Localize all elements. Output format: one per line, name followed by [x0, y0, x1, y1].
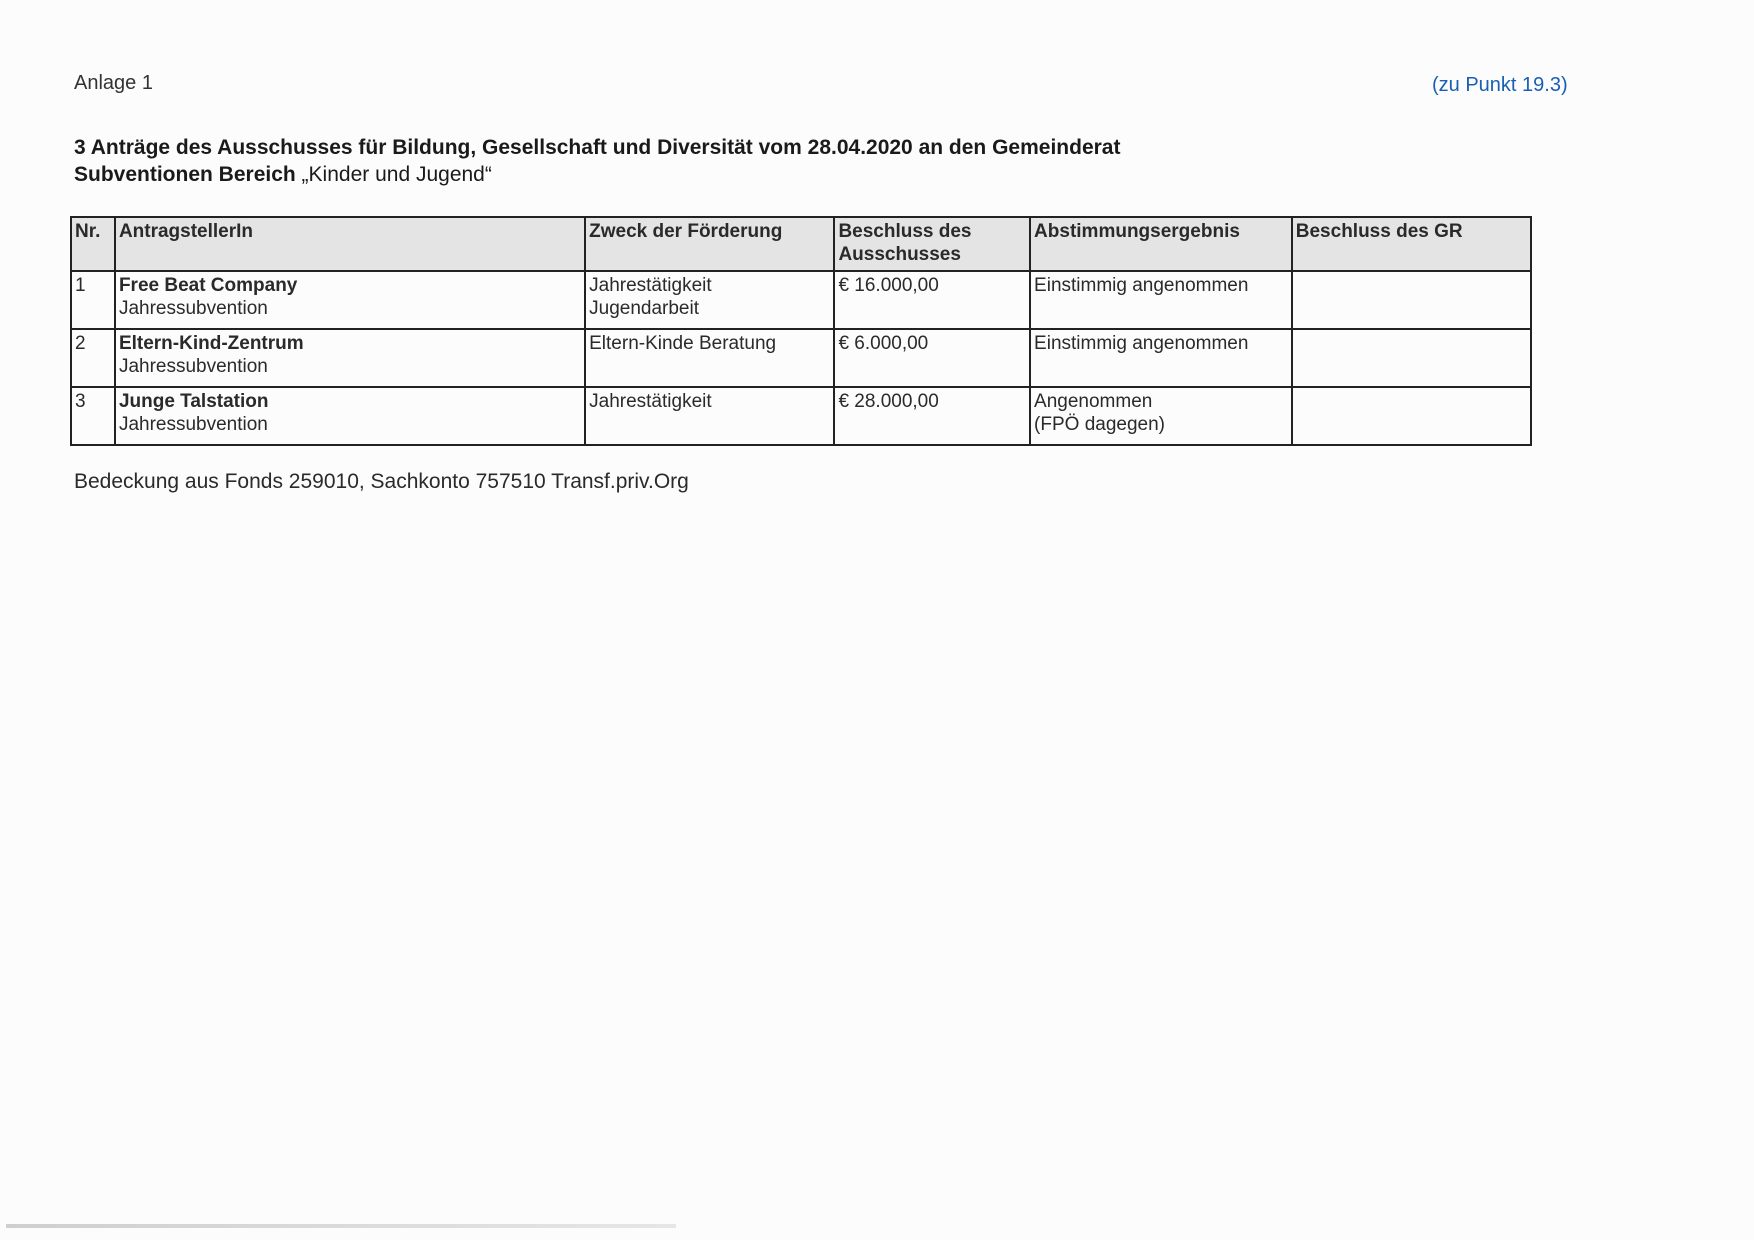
applicant-name: Eltern-Kind-Zentrum — [118, 333, 304, 354]
table-row — [71, 329, 1531, 387]
applicant-cell — [115, 387, 585, 445]
applicant-subvention: Jahressubvention — [118, 356, 268, 377]
purpose-line: Jahrestätigkeit — [589, 391, 712, 412]
purpose-line: Jugendarbeit — [589, 298, 699, 319]
applicant-subvention: Jahressubvention — [118, 298, 268, 319]
title-line-2 — [74, 161, 1120, 188]
table-row — [71, 271, 1531, 329]
row-nr: 1 — [71, 271, 115, 329]
header-applicant: AntragstellerIn — [115, 217, 585, 271]
council-decision-cell — [1292, 387, 1531, 445]
row-nr: 3 — [71, 387, 115, 445]
purpose-cell — [585, 387, 834, 445]
council-decision-cell — [1292, 329, 1531, 387]
purpose-cell — [585, 329, 834, 387]
funding-coverage-note: Bedeckung aus Fonds 259010, Sachkonto 757510 Transf.priv.Org — [74, 470, 689, 493]
header-committee-decision: Beschluss des Ausschusses — [834, 217, 1030, 271]
applicant-name: Junge Talstation — [118, 391, 269, 412]
grants-table — [70, 216, 1532, 446]
result-line: (FPÖ dagegen) — [1034, 414, 1166, 435]
applicant-cell — [115, 329, 585, 387]
table-row — [71, 387, 1531, 445]
purpose-line: Jahrestätigkeit — [589, 275, 712, 296]
result-line: Angenommen — [1034, 391, 1153, 412]
header-vote-result: Abstimmungsergebnis — [1030, 217, 1292, 271]
title-line-2-normal: „Kinder und Jugend“ — [295, 163, 492, 186]
annex-label: Anlage 1 — [74, 72, 153, 94]
applicant-cell — [115, 271, 585, 329]
scan-artifact-line — [6, 1224, 676, 1228]
result-cell — [1030, 271, 1292, 329]
result-cell — [1030, 329, 1292, 387]
amount-cell: € 6.000,00 — [834, 329, 1030, 387]
agenda-reference: (zu Punkt 19.3) — [1432, 74, 1568, 96]
header-council-decision: Beschluss des GR — [1292, 217, 1531, 271]
result-line: Einstimmig angenommen — [1034, 275, 1249, 296]
header-nr: Nr. — [71, 217, 115, 271]
result-line: Einstimmig angenommen — [1034, 333, 1249, 354]
title-line-2-bold: Subventionen Bereich — [74, 163, 296, 186]
table-header-row — [71, 217, 1531, 271]
title-line-1: 3 Anträge des Ausschusses für Bildung, Gesellschaft und Diversität vom 28.04.2020 an den Gemeinderat — [74, 136, 1121, 159]
row-nr: 2 — [71, 329, 115, 387]
result-cell — [1030, 387, 1292, 445]
purpose-cell — [585, 271, 834, 329]
council-decision-cell — [1292, 271, 1531, 329]
amount-cell: € 28.000,00 — [834, 387, 1030, 445]
applicant-subvention: Jahressubvention — [118, 414, 268, 435]
amount-cell: € 16.000,00 — [834, 271, 1030, 329]
header-purpose: Zweck der Förderung — [585, 217, 834, 271]
applicant-name: Free Beat Company — [118, 275, 298, 296]
document-title — [74, 134, 1120, 188]
purpose-line: Eltern-Kinde Beratung — [589, 333, 777, 354]
